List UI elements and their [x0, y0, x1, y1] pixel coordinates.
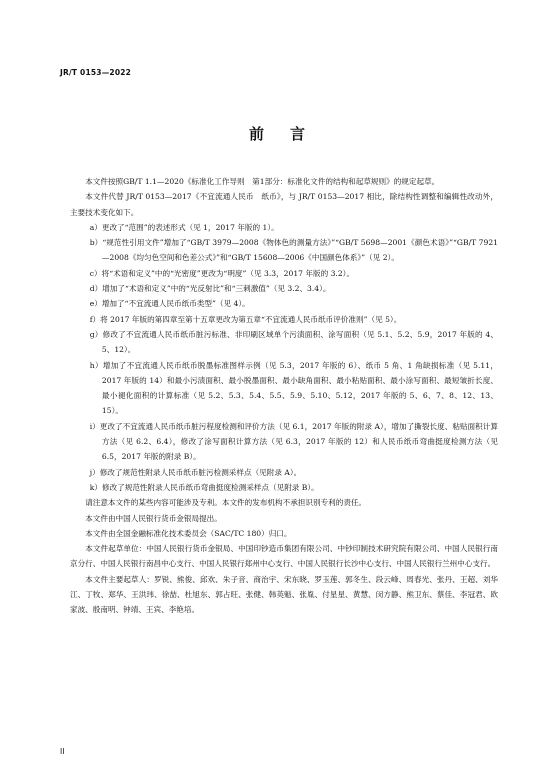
change-item: b）“规范性引用文件”增加了“GB/T 3979—2008《物体色的测量方法》”“GB/T 5698—2001《颜色术语》”“GB/T 7921—2008《均匀色空间和色差公式》”和“GB/T 15608—2006《中国颜色体系》”（见 2）。 [89, 238, 498, 263]
intro-paragraph: 本文件按照GB/T 1.1—2020《标准化工作导则 第1部分：标准化文件的结构和起草规则》的规定起草。 [85, 177, 440, 186]
foreword-body [70, 174, 498, 618]
intro-paragraph: 本文件代替 JR/T 0153—2017《不宜流通人民币 纸币》，与 JR/T 0153—2017 相比，除结构性调整和编辑性改动外，主要技术变化如下。 [70, 192, 498, 217]
change-item: f）将 2017 年版的第四章至第十五章更改为第五章“不宜流通人民币纸币评价准则”（见 5）。 [89, 314, 402, 324]
patent-notice: 请注意本文件的某些内容可能涉及专利。本文件的发布机构不承担识别专利的责任。 [85, 498, 367, 508]
change-item: g）修改了不宜流通人民币纸币脏污标准、非印刷区域单个污渍面积、涂写面积（见 5.1、5.2、5.9，2017 年版的 4、5、12）。 [89, 329, 498, 355]
change-item: e）增加了“不宜流通人民币纸币类型”（见 4）。 [89, 299, 250, 309]
proposer-paragraph: 本文件由中国人民银行货币金银局提出。 [85, 513, 222, 523]
change-item: i）更改了不宜流通人民币纸币脏污程度检测和评价方法（见 6.1，2017 年版的附录 A），增加了撕裂长度、粘贴面积计算方法（见 6.2、6.4），修改了涂写面积计算方法（见 6.3，2017 年版的 12）和人民币纸币弯曲挺度检测方法（见 6.5，2017 年版的附录 B）。 [89, 421, 498, 462]
page-number: II [60, 747, 65, 756]
change-item: j）修改了规范性附录人民币纸币脏污检测采样点（见附录 A）。 [89, 467, 302, 477]
change-item: c）将“术语和定义”中的“光密度”更改为“明度”（见 3.3，2017 年版的 3.2）。 [89, 268, 355, 278]
drafting-units-paragraph: 本文件起草单位：中国人民银行货币金银局、中国印钞造币集团有限公司、中钞印制技术研究院有限公司、中国人民银行南京分行、中国人民银行南昌中心支行、中国人民银行郑州中心支行、中国人民银行长沙中心支行、中国人民银行兰州中心支行。 [70, 544, 498, 569]
change-item: d）增加了“术语和定义”中的“光反射比”和“三刺激值”（见 3.2、3.4）。 [89, 284, 331, 294]
change-item: a）更改了“范围”的表述形式（见 1，2017 年版的 1）。 [89, 222, 279, 232]
standard-number-header: JR/T 0153—2022 [60, 68, 132, 77]
change-item: k）修改了规范性附录人民币纸币弯曲挺度检测采样点（见附录 B）。 [89, 482, 319, 492]
change-item: h）增加了不宜流通人民币纸币脱墨标准图样示例（见 5.3，2017 年版的 6）、纸币 5 角、1 角缺损标准（见 5.11，2017 年版的 14）和最小污渍面积、最小脱墨面积、最小缺角面积、最小粘贴面积、最小涂写面积、最短皱折长度、最小褪化面积的计算标准（见 5.2、5.3、5.4、5.5、5.9、5.10、5.12，2017 年版的 5、6、7、8、12、13、15）。 [89, 360, 498, 416]
committee-paragraph: 本文件由全国金融标准化技术委员会（SAC/TC 180）归口。 [85, 528, 292, 538]
page-title: 前言 [248, 125, 331, 143]
drafters-paragraph: 本文件主要起草人：罗锐、熊俊、邱欢、朱子音、商治宇、宋东晓、罗玉莲、郭冬生、段云峰、周春光、张丹、王超、刘华江、丁牧、郑华、王洪玮、徐喆、杜旭东、郭占旺、张健、韩英魁、张胤、付星星、黄慧、闵方静、熊卫东、蔡佳、李冠君、欧家波、殷南明、钟靖、王宾、李艳培。 [70, 574, 498, 615]
